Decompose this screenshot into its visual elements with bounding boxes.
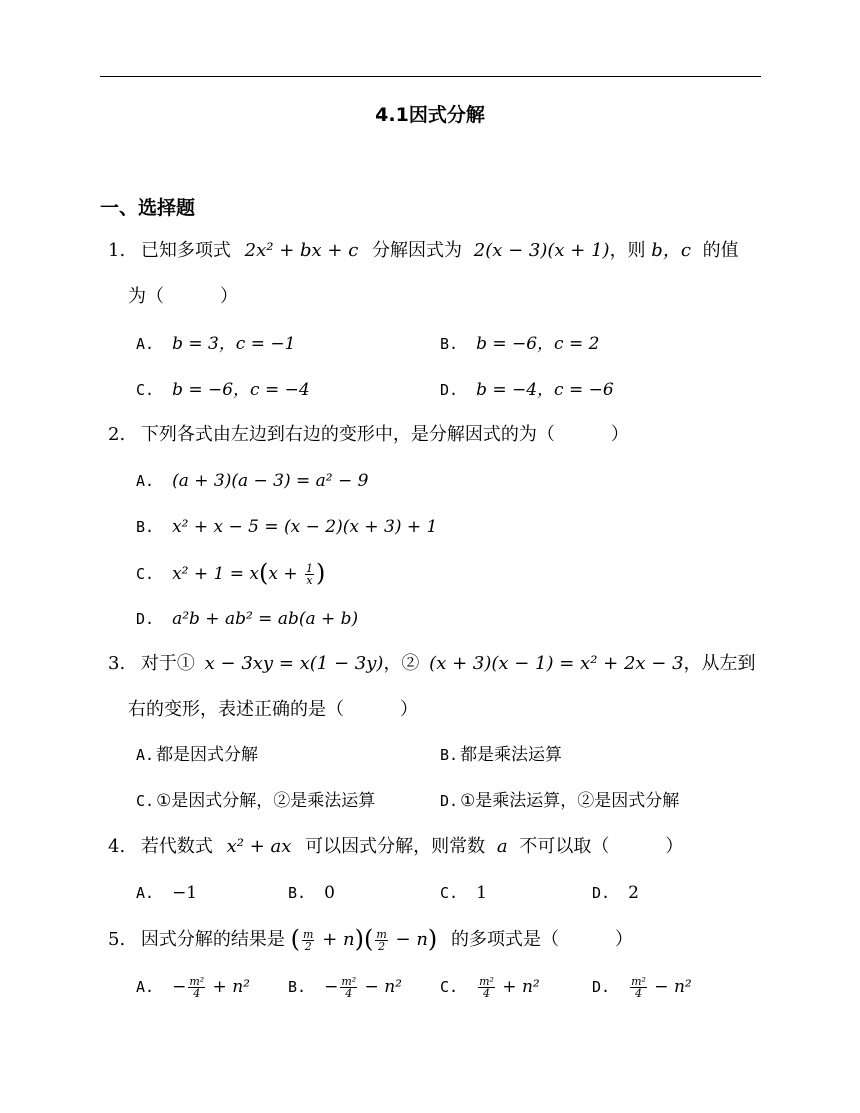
q3-option-b[interactable]: B. 都是乘法运算 (440, 745, 563, 765)
q1-option-d[interactable]: D. b = −4，c = −6 (440, 380, 614, 400)
question-4: 4. 若代数式 x² + ax 可以因式分解，则常数 a 不可以取（ ） (108, 836, 684, 857)
q4-option-d[interactable]: D. 2 (592, 883, 639, 903)
q2-option-d[interactable]: D. a²b + ab² = ab(a + b) (136, 609, 359, 629)
q5-option-c[interactable]: C. $\frac{\text{m²}}{4}$ + n² (440, 975, 540, 1000)
q5-option-a[interactable]: A. − $\frac{\text{m²}}{4}$ + n² (136, 975, 250, 1000)
q4-option-b[interactable]: B. 0 (288, 883, 335, 903)
fraction: $\frac{m}{2}$ (303, 927, 314, 953)
q3-option-a[interactable]: A. 都是因式分解 (136, 745, 259, 765)
fraction: $\frac{m}{2}$ (376, 927, 387, 953)
q2-option-b[interactable]: B. x² + x − 5 = (x − 2)(x + 3) + 1 (136, 517, 438, 537)
question-1: 1. 已知多项式 2x² + bx + c 分解因式为 2(x − 3)(x + 1)，则 b，c 的值 (108, 240, 739, 261)
question-2: 2. 下列各式由左边到右边的变形中，是分解因式的为（ ） (108, 424, 629, 445)
q4-option-c[interactable]: C. 1 (440, 883, 487, 903)
q1-option-b[interactable]: B. b = −6，c = 2 (440, 334, 600, 354)
q3-option-d[interactable]: D. ①是乘法运算，②是因式分解 (440, 791, 680, 811)
question-1-cont: 为（ ） (128, 286, 238, 307)
question-3: 3. 对于① x − 3xy = x(1 − 3y)，② (x + 3)(x − 1) = x² + 2x − 3，从左到 (108, 653, 756, 674)
header-rule (100, 76, 761, 77)
question-5: 5. 因式分解的结果是 ( $\frac{m}{2}$ + n)( $\frac{m}{2}$ − n) 的多项式是（ ） (108, 925, 634, 953)
section-heading: 一、选择题 (100, 197, 196, 219)
q5-option-b[interactable]: B. − $\frac{\text{m²}}{4}$ − n² (288, 975, 402, 1000)
q2-option-c[interactable]: C. x² + 1 = x(x + $\frac{1}{x}$ ) (136, 559, 326, 587)
question-3-cont: 右的变形，表述正确的是（ ） (128, 699, 418, 720)
fraction: $\frac{1}{x}$ (306, 562, 313, 587)
q1-option-c[interactable]: C. b = −6，c = −4 (136, 380, 310, 400)
q4-option-a[interactable]: A. −1 (136, 883, 198, 903)
q1-option-a[interactable]: A. b = 3，c = −1 (136, 334, 296, 354)
q2-option-a[interactable]: A. (a + 3)(a − 3) = a² − 9 (136, 471, 369, 491)
page-title: 4.1因式分解 (375, 104, 485, 126)
q3-option-c[interactable]: C. ①是因式分解，②是乘法运算 (136, 791, 376, 811)
q5-option-d[interactable]: D. $\frac{\text{m²}}{4}$ − n² (592, 975, 692, 1000)
